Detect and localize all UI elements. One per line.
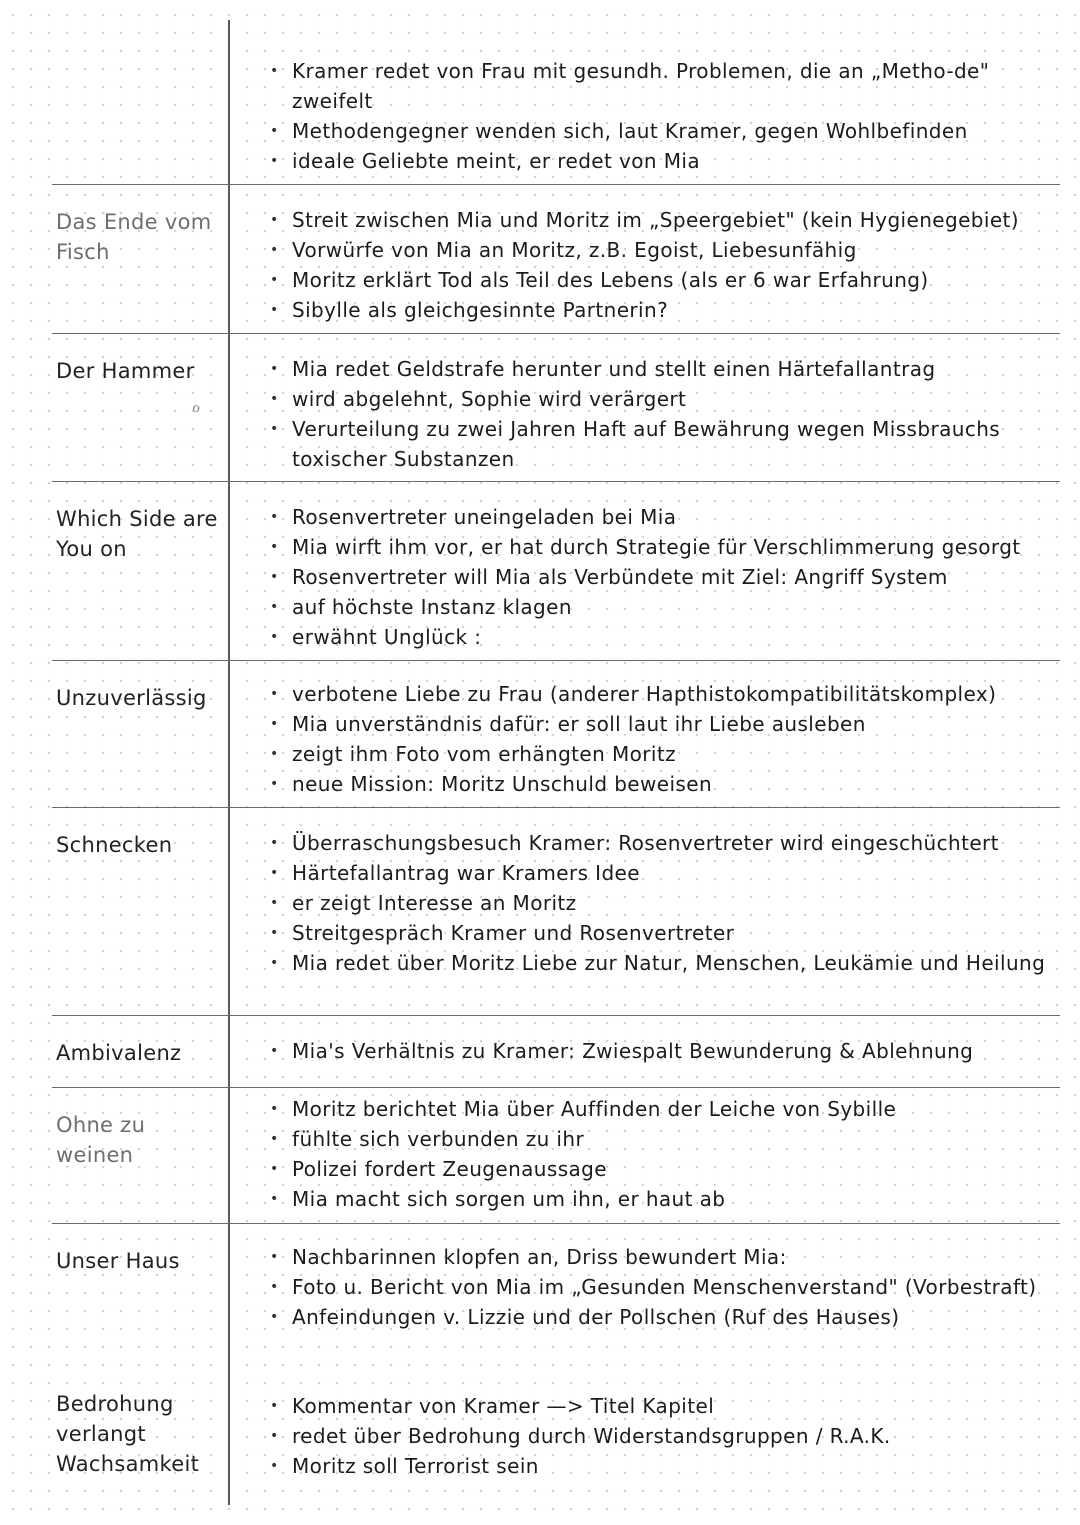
note-item: • Mia redet Geldstrafe herunter und stellt einen Härtefallantrag [270,354,1060,384]
section-row [52,1223,1060,1381]
section-title: Schnecken [56,833,173,857]
section-title: Ambivalenz [56,1041,182,1065]
note-item: • Vorwürfe von Mia an Moritz, z.B. Egoist, Liebesunfähig [270,235,1060,265]
section-title: Ohne zu weinen [56,1113,146,1167]
section-row [52,56,1060,183]
section-title: Unser Haus [56,1249,180,1273]
section-title: Which Side are You on [56,507,218,561]
note-item: • Mia's Verhältnis zu Kramer: Zwiespalt Bewunderung & Ablehnung [270,1036,1060,1066]
note-item: • Mia unverständnis dafür: er soll laut ihr Liebe ausleben [270,709,1060,739]
notes-list [270,205,1060,325]
note-item: • verbotene Liebe zu Frau (anderer Hapthistokompatibilitätskomplex) [270,679,1060,709]
note-item: • Polizei fordert Zeugenaussage [270,1154,1060,1184]
notes-list [270,502,1060,652]
section-row [52,1087,1060,1223]
note-item: • erwähnt Unglück : [270,622,1060,652]
note-item: • Streit zwischen Mia und Moritz im „Speergebiet" (kein Hygienegebiet) [270,205,1060,235]
squiggle-mark: ℴ [192,396,201,417]
note-item: • fühlte sich verbunden zu ihr [270,1124,1060,1154]
note-item: • Mia redet über Moritz Liebe zur Natur, Menschen, Leukämie und Heilung [270,948,1060,978]
section-row [52,807,1060,1015]
section-row [52,481,1060,660]
notes-list [270,679,1060,799]
note-item: • Kommentar von Kramer —> Titel Kapitel [270,1391,1060,1421]
note-item: • wird abgelehnt, Sophie wird verärgert [270,384,1060,414]
note-item: • redet über Bedrohung durch Widerstandsgruppen / R.A.K. [270,1421,1060,1451]
section-title: Unzuverlässig [56,686,207,710]
note-item: • Moritz erklärt Tod als Teil des Lebens (als er 6 war Erfahrung) [270,265,1060,295]
notes-list [270,1094,1060,1214]
note-item: • er zeigt Interesse an Moritz [270,888,1060,918]
note-item: • Mia macht sich sorgen um ihn, er haut ab [270,1184,1060,1214]
note-item: • Methodengegner wenden sich, laut Kramer, gegen Wohlbefinden [270,116,1060,146]
section-title: Der Hammer [56,359,195,383]
note-item: • Rosenvertreter will Mia als Verbündete mit Ziel: Angriff System [270,562,1060,592]
note-item: • Rosenvertreter uneingeladen bei Mia [270,502,1060,532]
note-item: • Nachbarinnen klopfen an, Driss bewundert Mia: [270,1242,1060,1272]
notes-list [270,56,1060,176]
note-item: • Anfeindungen v. Lizzie und der Pollschen (Ruf des Hauses) [270,1302,1060,1332]
note-item: • zeigt ihm Foto vom erhängten Moritz [270,739,1060,769]
note-item: • neue Mission: Moritz Unschuld beweisen [270,769,1060,799]
section-row [52,1381,1060,1501]
note-item: • Härtefallantrag war Kramers Idee [270,858,1060,888]
note-item: • Kramer redet von Frau mit gesundh. Problemen, die an „Metho-de" zweifelt [270,56,1060,116]
note-item: • Verurteilung zu zwei Jahren Haft auf Bewährung wegen Missbrauchs toxischer Substanzen [270,414,1060,474]
note-item: • Moritz berichtet Mia über Auffinden der Leiche von Sybille [270,1094,1060,1124]
notes-list [270,1391,1060,1481]
notes-list [270,1036,1060,1066]
section-row [52,1015,1060,1087]
notes-list [270,828,1060,978]
note-item: • Streitgespräch Kramer und Rosenvertreter [270,918,1060,948]
section-title: Das Ende vom Fisch [56,210,212,264]
note-item: • Moritz soll Terrorist sein [270,1451,1060,1481]
section-row [52,184,1060,333]
section-title: Bedrohung verlangt Wachsamkeit [56,1392,200,1476]
notes-list [270,354,1060,474]
section-row [52,660,1060,807]
note-item: • auf höchste Instanz klagen [270,592,1060,622]
note-item: • Mia wirft ihm vor, er hat durch Strategie für Verschlimmerung gesorgt [270,532,1060,562]
section-row [52,333,1060,481]
note-item: • Sibylle als gleichgesinnte Partnerin? [270,295,1060,325]
note-item: • Foto u. Bericht von Mia im „Gesunden Menschenverstand" (Vorbestraft) [270,1272,1060,1302]
note-item: • ideale Geliebte meint, er redet von Mia [270,146,1060,176]
notes-list [270,1242,1060,1332]
note-item: • Überraschungsbesuch Kramer: Rosenvertreter wird eingeschüchtert [270,828,1060,858]
